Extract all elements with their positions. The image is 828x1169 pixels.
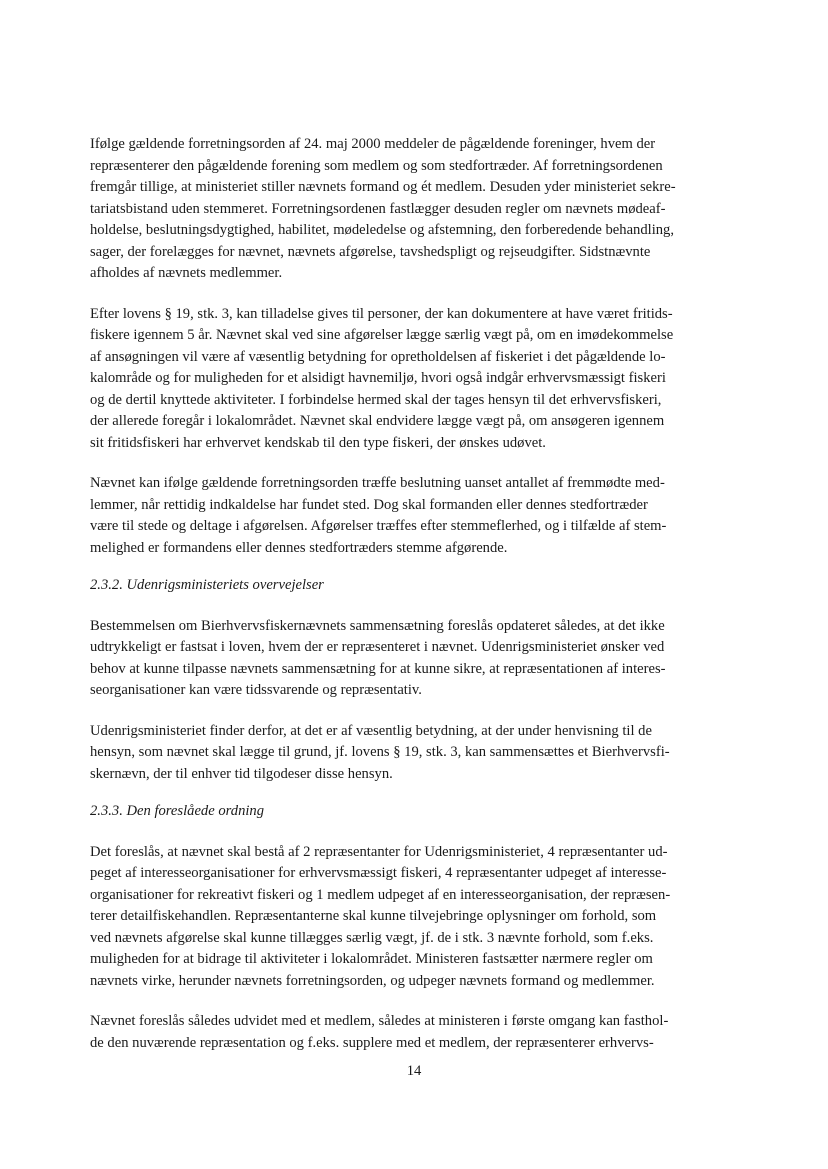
text-line: melighed er formandens eller dennes stedfortræders stemme afgørende.	[90, 539, 508, 556]
text-line: hensyn, som nævnet skal lægge til grund, jf. lovens § 19, stk. 3, kan sammensættes et Bierhvervsfi-	[90, 744, 670, 760]
text-line: organisationer for rekreativt fiskeri og 1 medlem udpeget af en interesseorganisation, der repræsen-	[90, 886, 671, 903]
text-line: ved nævnets afgørelse skal kunne tillægges særlig vægt, jf. de i stk. 3 nævnte forhold, som f.eks.	[90, 929, 654, 946]
section-heading-2-3-2: 2.3.2. Udenrigsministeriets overvejelser	[90, 577, 324, 593]
paragraph-foreslaaede-ordning	[90, 842, 740, 993]
text-line: sager, der forelægges for nævnet, nævnets afgørelse, tavshedspligt og rejseudgifter. Sidstnævnte	[90, 243, 651, 260]
text-line: muligheden for at bidrage til aktiviteter i lokalområdet. Ministeren fastsætter nærmere regler om	[90, 951, 653, 967]
paragraph-sammensaetning	[90, 616, 740, 702]
text-line: kalområde og for muligheden for et alsidigt havnemiljø, hvori også indgår erhvervsmæssigt fiskeri	[90, 370, 666, 386]
text-line: udtrykkeligt er fastsat i loven, hvem der er repræsenteret i nævnet. Udenrigsministeriet ønsker ved	[90, 639, 665, 655]
text-line: der allerede foregår i lokalområdet. Nævnet skal endvidere lægge vægt på, om ansøgeren igennem	[90, 413, 665, 429]
text-line: Efter lovens § 19, stk. 3, kan tilladelse gives til personer, der kan dokumentere at have været fritids-	[90, 305, 673, 322]
text-line: tariatsbistand uden stemmeret. Forretningsordenen fastlægger desuden regler om nævnets mødeaf-	[90, 200, 666, 217]
text-line: fremgår tillige, at ministeriet stiller nævnets formand og ét medlem. Desuden yder ministeriet sekre-	[90, 179, 676, 195]
text-line: af ansøgningen vil være af væsentlig betydning for opretholdelsen af fiskeriet i det pågældende lo-	[90, 348, 666, 365]
text-line: Nævnet kan ifølge gældende forretningsorden træffe beslutning uanset antallet af fremmødte med-	[90, 475, 665, 491]
text-line: afholdes af nævnets medlemmer.	[90, 265, 283, 281]
paragraph-beslutning	[90, 473, 740, 559]
text-line: være til stede og deltage i afgørelsen. Afgørelser træffes efter stemmeflerhed, og i tilfælde af stem-	[90, 518, 667, 534]
document-body	[90, 134, 740, 1054]
text-line: holdelse, beslutningsdygtighed, habilitet, mødeledelse og afstemning, den forberedende behandling,	[90, 222, 675, 238]
text-line: behov at kunne tilpasse nævnets sammensætning for at kunne sikre, at repræsentationen af interes-	[90, 660, 666, 677]
paragraph-vaesentlig-betydning	[90, 721, 740, 786]
text-line: lemmer, når rettidig indkaldelse har fundet sted. Dog skal formanden eller dennes stedfortræder	[90, 496, 648, 513]
text-line: Ifølge gældende forretningsorden af 24. maj 2000 meddeler de pågældende foreninger, hvem der	[90, 136, 656, 152]
text-line: Bestemmelsen om Bierhvervsfiskernævnets sammensætning foreslås opdateret således, at det ikke	[90, 617, 665, 634]
text-line: fiskere igennem 5 år. Nævnet skal ved sine afgørelser lægge særlig vægt på, om en imødekommelse	[90, 327, 674, 343]
text-line: nævnets virke, herunder nævnets forretningsorden, og udpeger nævnets formand og medlemmer.	[90, 972, 655, 989]
text-line: sit fritidsfiskeri har erhvervet kendskab til den type fiskeri, der ønskes udøvet.	[90, 434, 546, 451]
paragraph-lovens-19	[90, 304, 740, 455]
text-line: seorganisationer kan være tidssvarende og repræsentativ.	[90, 682, 422, 698]
text-line: Nævnet foreslås således udvidet med et medlem, således at ministeren i første omgang kan fasthol-	[90, 1013, 669, 1029]
text-line: og de dertil knyttede aktiviteter. I forbindelse hermed skal der tages hensyn til det erhvervsfiskeri,	[90, 391, 662, 408]
text-line: de den nuværende repræsentation og f.eks. supplere med et medlem, der repræsenterer erhvervs-	[90, 1034, 654, 1051]
paragraph-udvidet	[90, 1011, 740, 1054]
text-line: repræsenterer den pågældende forening som medlem og som stedfortræder. Af forretningsordenen	[90, 157, 663, 174]
text-line: terer detailfiskehandlen. Repræsentanterne skal kunne tilvejebringe oplysninger om forhold, som	[90, 908, 657, 924]
text-line: peget af interesseorganisationer for erhvervsmæssigt fiskeri, 4 repræsentanter udpeget af interesse-	[90, 865, 667, 881]
section-heading-2-3-3: 2.3.3. Den foreslåede ordning	[90, 803, 265, 819]
text-line: skernævn, der til enhver tid tilgodeser disse hensyn.	[90, 765, 393, 782]
text-line: Det foreslås, at nævnet skal bestå af 2 repræsentanter for Udenrigsministeriet, 4 repræsentanter ud-	[90, 843, 668, 860]
paragraph-forretningsorden	[90, 134, 740, 285]
page-number: 14	[406, 1063, 422, 1079]
text-line: Udenrigsministeriet finder derfor, at det er af væsentlig betydning, at der under henvisning til de	[90, 722, 652, 739]
